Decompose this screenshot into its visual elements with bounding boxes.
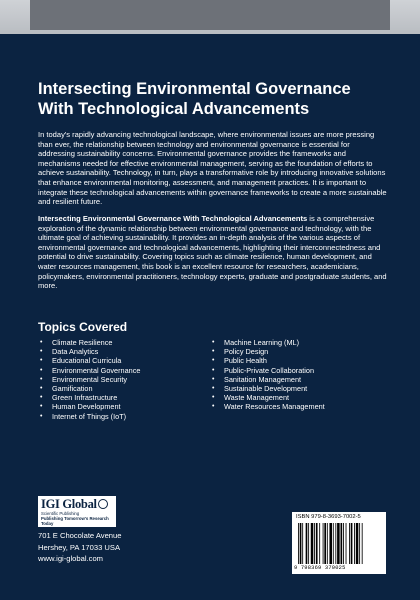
bullet-icon: • (212, 357, 215, 365)
bullet-icon: • (40, 366, 43, 374)
topic-item (38, 347, 203, 356)
topic-label: Sanitation Management (224, 374, 302, 384)
topic-label: Public Health (224, 356, 267, 366)
isbn-label: ISBN 979-8-3693-7002-5 (296, 514, 361, 520)
book-title: Intersecting Environmental Governance With Technological Advancements (38, 80, 351, 118)
bullet-icon: • (212, 403, 215, 411)
topic-label: Machine Learning (ML) (224, 338, 300, 347)
topics-list-left (38, 338, 203, 421)
bullet-icon: • (212, 366, 215, 374)
topic-label: Environmental Governance (52, 365, 141, 375)
topic-item (38, 338, 203, 347)
description-book-title: Intersecting Environmental Governance With Technological Advancements (38, 214, 308, 223)
topic-item (210, 366, 385, 375)
topic-item (210, 347, 385, 356)
topic-label: Water Resources Management (224, 402, 325, 412)
publisher-logo-sub1: Scientific Publishing (41, 511, 80, 516)
publisher-address (38, 530, 121, 565)
bullet-icon: • (40, 339, 43, 346)
topic-label: Public-Private Collaboration (224, 365, 315, 375)
address-line-2: Hershey, PA 17033 USA (38, 542, 121, 552)
publisher-website: www.igi-global.com (38, 554, 103, 563)
top-band (0, 0, 420, 34)
topic-label: Environmental Security (52, 374, 128, 384)
bullet-icon: • (40, 375, 43, 383)
topic-label: Internet of Things (IoT) (52, 411, 127, 421)
globe-icon (98, 499, 108, 509)
topic-label: Climate Resilience (52, 338, 113, 347)
topic-item (210, 356, 385, 365)
topic-label: Waste Management (224, 393, 290, 403)
bullet-icon: • (212, 394, 215, 402)
bullet-icon: • (212, 375, 215, 383)
bullet-icon: • (40, 385, 43, 393)
topic-item (210, 338, 385, 347)
description-paragraph-2-text: is a comprehensive exploration of the dynamic relationship between environmental governance and technology, with the ultimate goal of achieving sustainability. It provides an in-depth analysis of the various aspects of environmental governance and technological advancements, highlighting their interconnectedness and potential to drive sustainability. Covering topics such as climate resilience, human development, and water resources management, this book is an excellent resource for researchers, academicians, policymakers, environmental practitioners, technology experts, graduate and postgraduate students, and more. (38, 214, 387, 291)
topic-label: Green Infrastructure (52, 393, 118, 403)
bullet-icon: • (40, 403, 43, 411)
topic-label: Data Analytics (52, 347, 99, 357)
bullet-icon: • (212, 339, 215, 346)
topic-item (38, 384, 203, 393)
topic-item (38, 366, 203, 375)
topic-item (210, 402, 385, 411)
topics-list-right (210, 338, 385, 412)
topic-item (210, 393, 385, 402)
topic-item (38, 375, 203, 384)
publisher-logo-tagline (41, 511, 115, 527)
bullet-icon: • (40, 357, 43, 365)
description-paragraph-2 (38, 214, 388, 291)
topic-label: Educational Curricula (52, 356, 122, 366)
publisher-logo (38, 496, 116, 527)
barcode-digits: 9 798369 370025 (294, 565, 346, 571)
publisher-logo-sub2: Publishing Tomorrow's Research Today (41, 516, 109, 527)
description-paragraph-1: In today's rapidly advancing technological landscape, where environmental issues are more pressing than ever, the relationship between technology and environmental governance is essential for addressing sustainability concerns. Environmental governance provides the frameworks and mechanisms needed for effective environmental management, serving as the foundation of efforts to achieve sustainability. Technology, in turn, plays a transformative role by introducing innovative solutions that enhance environmental monitoring, assessment, and management practices. It is important to integrate these technological advancements within governance frameworks to create a more sustainable and resilient future. (38, 130, 387, 207)
bullet-icon: • (212, 385, 215, 393)
topics-heading: Topics Covered (38, 320, 128, 334)
topic-label: Human Development (52, 402, 121, 412)
topic-label: Policy Design (224, 347, 269, 357)
publisher-logo-name: IGI Global (41, 497, 97, 511)
topic-item (210, 375, 385, 384)
top-band-panel (30, 0, 390, 30)
topic-item (38, 402, 203, 411)
bullet-icon: • (212, 348, 215, 356)
topic-item (38, 356, 203, 365)
topic-label: Sustainable Development (224, 384, 308, 394)
isbn-barcode (292, 512, 386, 574)
topic-item (38, 412, 203, 421)
bullet-icon: • (40, 412, 43, 420)
topic-label: Gamification (52, 384, 93, 394)
barcode-icon (298, 523, 380, 564)
topic-item (210, 384, 385, 393)
bullet-icon: • (40, 394, 43, 402)
bullet-icon: • (40, 348, 43, 356)
topic-item (38, 393, 203, 402)
address-line-1: 701 E Chocolate Avenue (38, 531, 122, 540)
